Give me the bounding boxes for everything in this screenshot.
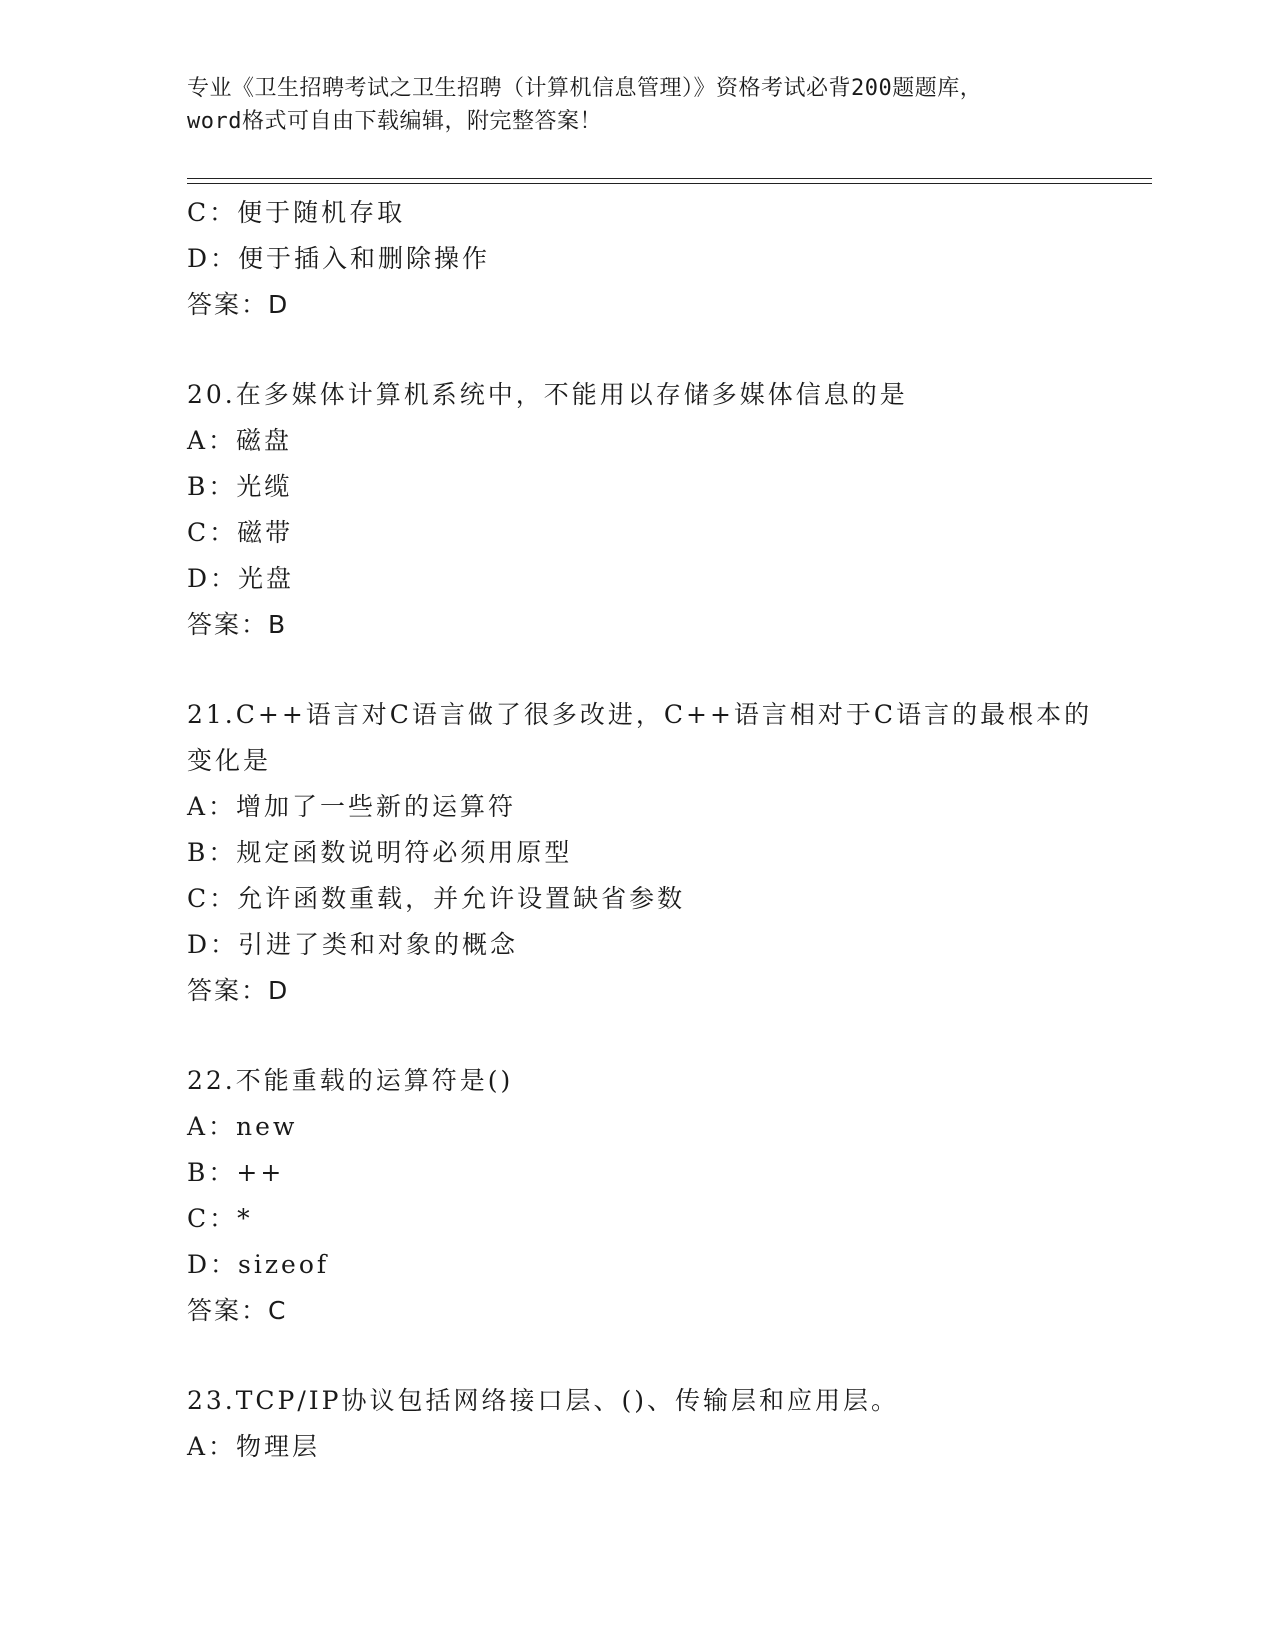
option-d: D：sizeof [187,1250,330,1279]
header-divider-bottom [187,183,1152,184]
option-a: A：磁盘 [187,426,293,455]
question-23 [187,1378,1152,1470]
option-c: C：磁带 [187,518,294,547]
question-stem-line-1: 21.C++语言对C语言做了很多改进，C++语言相对于C语言的最根本的 [187,700,1093,729]
option-c: C：便于随机存取 [187,198,406,227]
header-line-2: word格式可自由下载编辑，附完整答案！ [187,109,602,134]
option-c: C：允许函数重载，并允许设置缺省参数 [187,884,686,913]
question-stem: 20.在多媒体计算机系统中，不能用以存储多媒体信息的是 [187,380,908,409]
question-20 [187,372,1152,648]
option-a: A：物理层 [187,1432,321,1461]
header-divider-top [187,178,1152,179]
option-d: D：引进了类和对象的概念 [187,930,519,959]
question-stem-line-2: 变化是 [187,746,272,775]
document-header [187,72,1087,138]
question-stem: 23.TCP/IP协议包括网络接口层、()、传输层和应用层。 [187,1386,900,1415]
question-fragment [187,190,1152,328]
option-a: A：增加了一些新的运算符 [187,792,517,821]
header-line-1: 专业《卫生招聘考试之卫生招聘（计算机信息管理）》资格考试必背200题题库， [187,76,983,101]
option-c: C：* [187,1204,253,1233]
question-stem: 22.不能重载的运算符是() [187,1066,514,1095]
question-list [187,190,1152,1470]
question-22 [187,1058,1152,1334]
option-d: D：光盘 [187,564,295,593]
option-a: A：new [187,1112,298,1141]
option-b: B：规定函数说明符必须用原型 [187,838,573,867]
answer: 答案：D [187,290,290,319]
answer: 答案：B [187,610,288,639]
question-21 [187,692,1152,1014]
option-b: B：光缆 [187,472,293,501]
answer: 答案：C [187,1296,288,1325]
option-d: D：便于插入和删除操作 [187,244,491,273]
answer: 答案：D [187,976,290,1005]
option-b: B：++ [187,1158,285,1187]
